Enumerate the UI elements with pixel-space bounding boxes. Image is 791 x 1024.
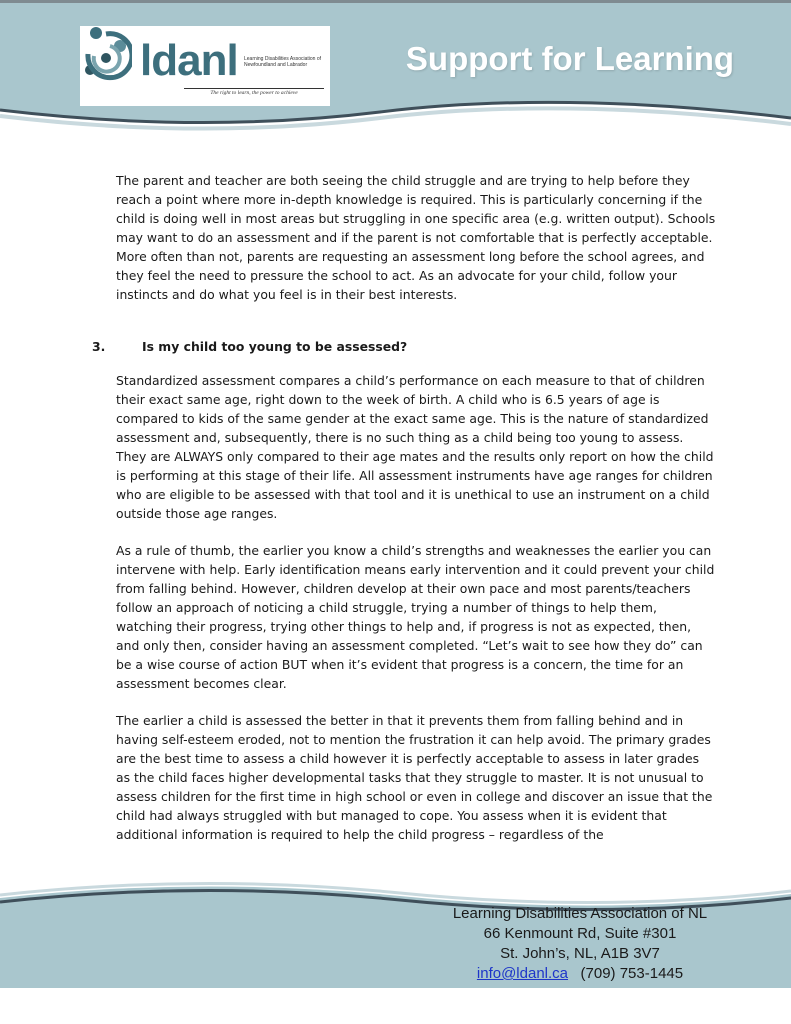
body-paragraph: The earlier a child is assessed the better in that it prevents them from falling behind and in having self-esteem eroded, not to mention the frustration it can help avoid. The primary grades are the best time to assess a child however it is perfectly acceptable to assess in later grades as the child faces higher developmental tasks that they struggle to master. It is not unusual to assess children for the first time in high school or even in college and discover an issue that the child had always struggled with but managed to cope. You assess when it is evident that additional information is required to help the child progress – regardless of the [116, 713, 713, 842]
logo-org-line: Learning Disabilities Association of Newfoundland and Labrador [244, 56, 321, 68]
body-paragraph: As a rule of thumb, the earlier you know a child’s strengths and weaknesses the earlier you can intervene with help. Early identification means early intervention and it could prevent your child from falling behind. However, children develop at their own pace and most parents/teachers follow an approach of noticing a child struggle, trying a number of things to help them, watching their progress, trying other things to help and, if progress is not as expected, then, and only then, consider having an assessment completed. “Let’s wait to see how they do” can be a wise course of action BUT when it’s evident that progress is a concern, the time for an assessment becomes clear. [116, 543, 715, 691]
document-title: Support for Learning [405, 40, 735, 77]
page-header [0, 0, 791, 140]
email-link[interactable]: info@ldanl.ca [476, 965, 569, 982]
question-text: Is my child too young to be assessed? [142, 339, 408, 354]
body-paragraph: Standardized assessment compares a child’s performance on each measure to that of children their exact same age, right down to the week of birth. A child who is 6.5 years of age is compared to kids of the same gender at the exact same age. This is the nature of standardized assessment and, subsequently, there is no such thing as a child being too young to assess. They are ALWAYS only compared to their age mates and the results only report on how the child is performing at this stage of their life. All assessment instruments have age ranges for children who are eligible to be assessed with that tool and it is unethical to use an instrument on a child outside those age ranges. [116, 373, 714, 521]
question-number: 3. [92, 339, 106, 354]
footer-address-line2: St. John’s, NL, A1B 3V7 [500, 945, 660, 962]
intro-paragraph: The parent and teacher are both seeing the child struggle and are trying to help before they reach a point where more in-depth knowledge is required. This is particularly concerning if the child is doing well in most areas but struggling in one specific area (e.g. written output). Schools may want to do an assessment and if the parent is not comfortable that is perfectly acceptable. More often than not, parents are requesting an assessment long before the school agrees, and they feel the need to pressure the school to act. As an advocate for your child, follow your instincts and do what you feel is in their best interests. [116, 173, 716, 302]
footer-contact-line [440, 964, 720, 984]
logo-tagline: The right to learn, the power to achieve [210, 90, 298, 96]
logo-divider [184, 88, 324, 89]
footer-address-line1: 66 Kenmount Rd, Suite #301 [483, 925, 677, 942]
contact-block [440, 904, 720, 984]
document-body [92, 171, 716, 844]
logo-people-icon [80, 26, 132, 88]
phone-number: (709) 753-1445 [580, 965, 684, 982]
logo-wordmark: ldanl [140, 36, 238, 85]
organization-logo [80, 26, 330, 106]
page-footer [0, 880, 791, 1024]
footer-org-name: Learning Disabilities Association of NL [452, 905, 708, 922]
question-heading [92, 337, 716, 356]
